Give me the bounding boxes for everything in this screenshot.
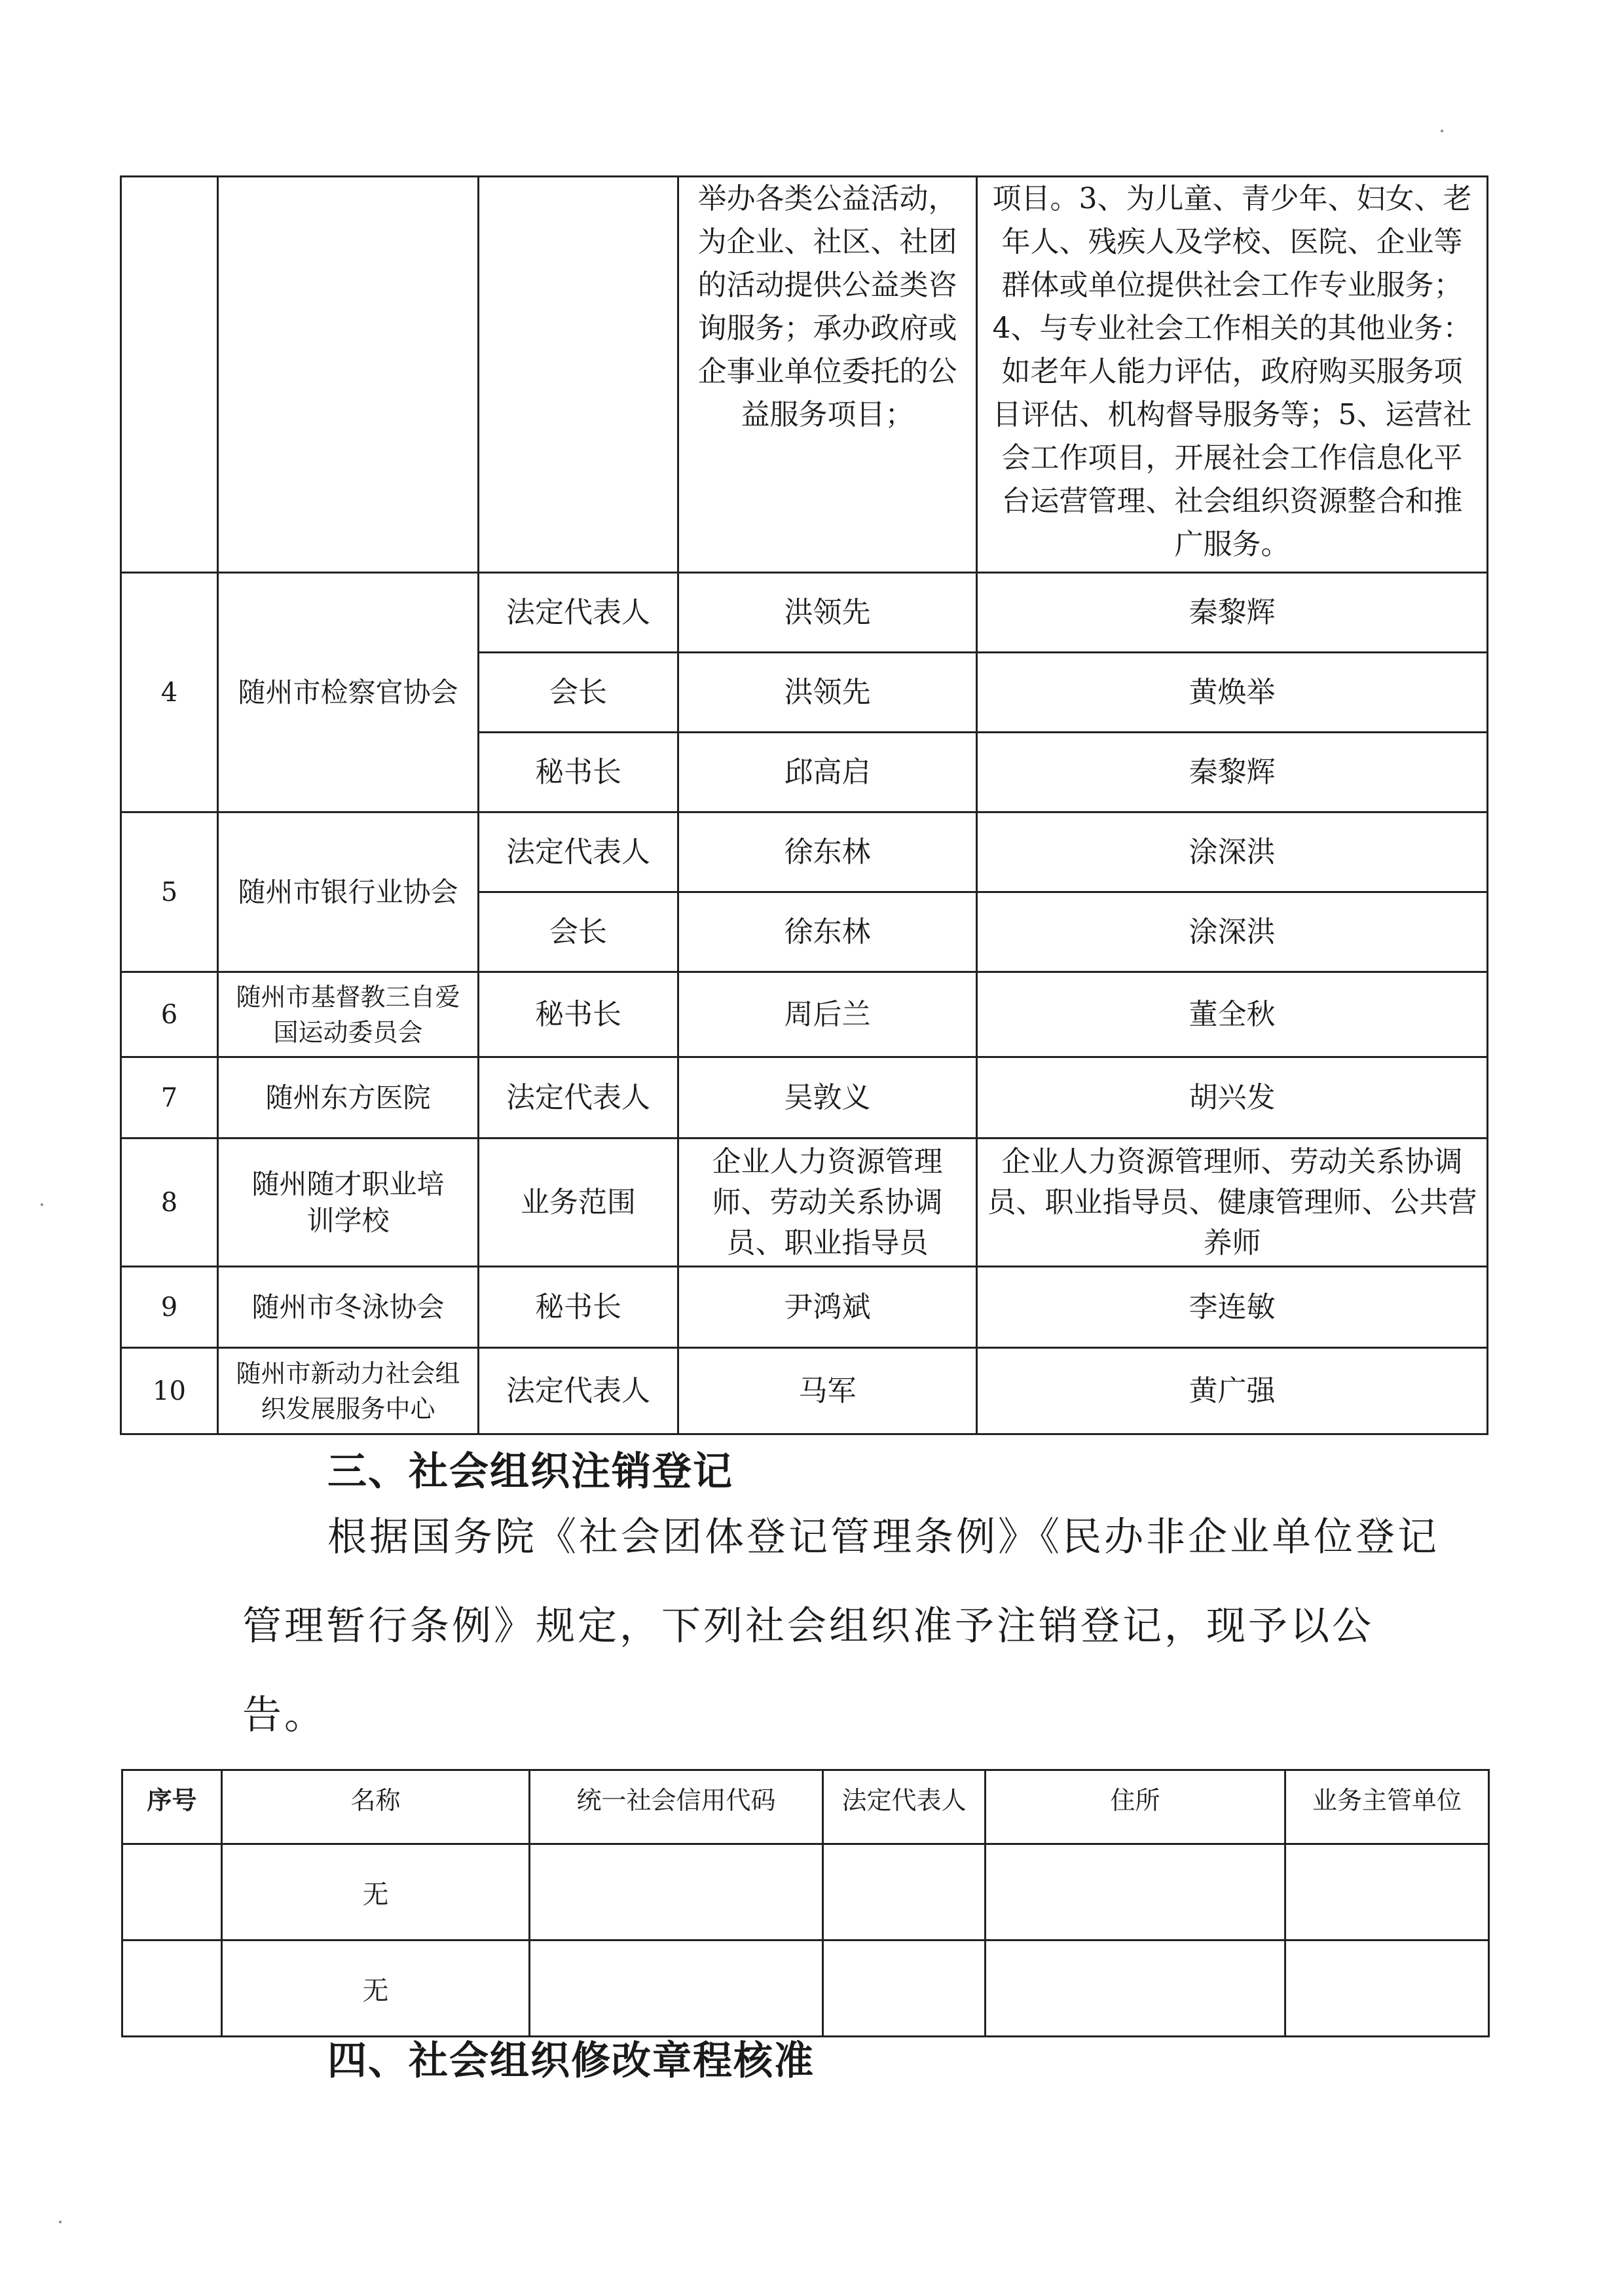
column-header: 业务主管单位 [1285, 1770, 1489, 1844]
scan-artifact [59, 2221, 62, 2223]
table-row [121, 972, 1488, 1057]
changes-table [120, 175, 1488, 1435]
field-cell: 法定代表人 [479, 1057, 678, 1139]
table-header-row [122, 1770, 1489, 1844]
column-header: 统一社会信用代码 [530, 1770, 823, 1844]
after-cell: 黄广强 [977, 1348, 1488, 1434]
after-cell: 胡兴发 [977, 1057, 1488, 1139]
section-paragraph: 根据国务院《社会团体登记管理条例》《民办非企业单位登记管理暂行条例》规定，下列社会组织准予注销登记，现予以公告。 [242, 1514, 1439, 1738]
num-cell: 8 [121, 1139, 218, 1267]
before-cell: 邱高启 [678, 733, 977, 812]
before-cell: 洪领先 [678, 653, 977, 733]
column-header: 法定代表人 [823, 1770, 986, 1844]
supervisor-cell [1285, 1941, 1489, 2037]
after-cell: 涂深洪 [977, 812, 1488, 892]
org-cell: 随州市基督教三自爱国运动委员会 [218, 972, 479, 1057]
code-cell [530, 1844, 823, 1941]
org-cell: 随州市冬泳协会 [218, 1267, 479, 1348]
deregistration-table [121, 1769, 1490, 2037]
before-cell: 徐东林 [678, 812, 977, 892]
field-cell [479, 177, 678, 573]
num-cell: 10 [121, 1348, 218, 1434]
after-cell: 李连敏 [977, 1267, 1488, 1348]
num-cell [122, 1941, 222, 2037]
rep-cell [823, 1941, 986, 2037]
section-heading: 四、社会组织修改章程核准 [327, 2038, 815, 2084]
num-cell [122, 1844, 222, 1941]
after-cell: 董全秋 [977, 972, 1488, 1057]
org-cell: 随州市银行业协会 [218, 812, 479, 972]
org-cell: 随州东方医院 [218, 1057, 479, 1139]
rep-cell [823, 1844, 986, 1941]
num-cell [121, 177, 218, 573]
after-cell: 涂深洪 [977, 892, 1488, 972]
org-cell: 随州市新动力社会组织发展服务中心 [218, 1348, 479, 1434]
before-cell: 洪领先 [678, 573, 977, 653]
after-cell: 企业人力资源管理师、劳动关系协调员、职业指导员、健康管理师、公共营养师 [977, 1139, 1488, 1267]
address-cell [986, 1941, 1285, 2037]
org-cell: 随州随才职业培训学校 [218, 1139, 479, 1267]
num-cell: 9 [121, 1267, 218, 1348]
table-row [121, 1267, 1488, 1348]
after-cell: 秦黎辉 [977, 573, 1488, 653]
field-cell: 秘书长 [479, 733, 678, 812]
table-row [121, 1139, 1488, 1267]
table-row [121, 812, 1488, 892]
after-cell: 秦黎辉 [977, 733, 1488, 812]
section-heading: 三、社会组织注销登记 [327, 1449, 733, 1495]
org-cell: 随州市检察官协会 [218, 573, 479, 812]
before-cell: 举办各类公益活动，为企业、社区、社团的活动提供公益类咨询服务；承办政府或企事业单位委托的公益服务项目； [678, 177, 977, 573]
field-cell: 秘书长 [479, 1267, 678, 1348]
table-row [121, 1348, 1488, 1434]
field-cell: 法定代表人 [479, 812, 678, 892]
org-cell [218, 177, 479, 573]
table-row [122, 1844, 1489, 1941]
scan-artifact [1441, 130, 1443, 132]
before-cell: 周后兰 [678, 972, 977, 1057]
num-cell: 4 [121, 573, 218, 812]
supervisor-cell [1285, 1844, 1489, 1941]
address-cell [986, 1844, 1285, 1941]
code-cell [530, 1941, 823, 2037]
num-cell: 5 [121, 812, 218, 972]
column-header: 名称 [222, 1770, 530, 1844]
before-cell: 尹鸿斌 [678, 1267, 977, 1348]
table-row [122, 1941, 1489, 2037]
table-row [121, 177, 1488, 573]
name-cell: 无 [222, 1844, 530, 1941]
before-cell: 企业人力资源管理师、劳动关系协调员、职业指导员 [678, 1139, 977, 1267]
field-cell: 法定代表人 [479, 1348, 678, 1434]
num-cell: 6 [121, 972, 218, 1057]
field-cell: 会长 [479, 653, 678, 733]
scan-artifact [41, 1203, 43, 1206]
table-row [121, 573, 1488, 653]
after-cell: 项目。3、为儿童、青少年、妇女、老年人、残疾人及学校、医院、企业等群体或单位提供社会工作专业服务；4、与专业社会工作相关的其他业务：如老年人能力评估，政府购买服务项目评估、机构督导服务等；5、运营社会工作项目，开展社会工作信息化平台运营管理、社会组织资源整合和推广服务。 [977, 177, 1488, 573]
name-cell: 无 [222, 1941, 530, 2037]
before-cell: 吴敦义 [678, 1057, 977, 1139]
field-cell: 法定代表人 [479, 573, 678, 653]
num-cell: 7 [121, 1057, 218, 1139]
column-header: 序号 [122, 1770, 222, 1844]
field-cell: 业务范围 [479, 1139, 678, 1267]
column-header: 住所 [986, 1770, 1285, 1844]
field-cell: 秘书长 [479, 972, 678, 1057]
before-cell: 马军 [678, 1348, 977, 1434]
field-cell: 会长 [479, 892, 678, 972]
table-row [121, 1057, 1488, 1139]
after-cell: 黄焕举 [977, 653, 1488, 733]
before-cell: 徐东林 [678, 892, 977, 972]
